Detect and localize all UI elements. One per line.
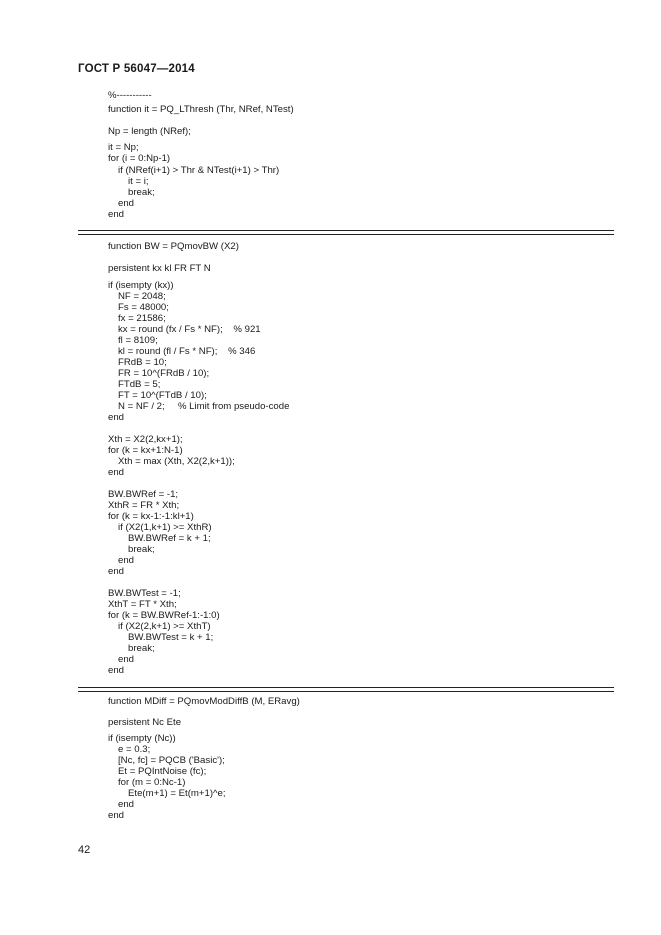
code-line: Xth = X2(2,kx+1); — [108, 434, 183, 445]
code-line: kl = round (fl / Fs * NF); % 346 — [118, 346, 256, 357]
code-line: break; — [128, 544, 155, 555]
code-line: e = 0.3; — [118, 744, 151, 755]
code-line: for (i = 0:Np-1) — [108, 153, 171, 164]
code-line: XthR = FR * Xth; — [108, 500, 180, 511]
code-line: function it = PQ_LThresh (Thr, NRef, NTest) — [108, 104, 294, 115]
code-line: for (k = kx-1:-1:kl+1) — [108, 511, 194, 522]
code-line: persistent kx kl FR FT N — [108, 263, 211, 274]
code-line: end — [118, 654, 135, 665]
code-line: FR = 10^(FRdB / 10); — [118, 368, 210, 379]
code-line: NF = 2048; — [118, 291, 166, 302]
code-line: end — [108, 467, 125, 478]
code-line: BW.BWTest = k + 1; — [128, 632, 214, 643]
code-line: break; — [128, 187, 155, 198]
code-line: end — [108, 810, 125, 821]
code-line: for (m = 0:Nc-1) — [118, 777, 186, 788]
code-line: XthT = FT * Xth; — [108, 599, 177, 610]
code-line: Fs = 48000; — [118, 302, 169, 313]
code-line: BW.BWRef = k + 1; — [128, 533, 211, 544]
code-line: N = NF / 2; % Limit from pseudo-code — [118, 401, 290, 412]
code-line: if (X2(2,k+1) >= XthT) — [118, 621, 211, 632]
code-line: end — [118, 555, 135, 566]
code-line: Et = PQIntNoise (fc); — [118, 766, 207, 777]
code-line: fx = 21586; — [118, 313, 166, 324]
section-divider — [78, 230, 614, 231]
code-line: fl = 8109; — [118, 335, 158, 346]
code-line: BW.BWRef = -1; — [108, 489, 179, 500]
code-line: if (isempty (kx)) — [108, 280, 174, 291]
code-line: end — [118, 198, 135, 209]
code-line: function BW = PQmovBW (X2) — [108, 241, 239, 252]
code-line: if (isempty (Nc)) — [108, 733, 176, 744]
code-line: [Nc, fc] = PQCB ('Basic'); — [118, 755, 225, 766]
code-line: %----------- — [108, 90, 152, 101]
code-line: if (NRef(i+1) > Thr & NTest(i+1) > Thr) — [118, 165, 280, 176]
code-line: end — [118, 799, 135, 810]
section-divider — [78, 687, 614, 688]
code-line: persistent Nc Ete — [108, 717, 182, 728]
code-line: BW.BWTest = -1; — [108, 588, 181, 599]
code-line: FRdB = 10; — [118, 357, 167, 368]
document-header: ГОСТ Р 56047—2014 — [78, 63, 195, 75]
code-line: end — [108, 665, 125, 676]
code-line: Xth = max (Xth, X2(2,k+1)); — [118, 456, 235, 467]
code-line: end — [108, 566, 125, 577]
code-line: kx = round (fx / Fs * NF); % 921 — [118, 324, 261, 335]
code-line: Ete(m+1) = Et(m+1)^e; — [128, 788, 226, 799]
code-line: it = Np; — [108, 142, 139, 153]
code-line: end — [108, 209, 125, 220]
code-line: FTdB = 5; — [118, 379, 161, 390]
code-line: for (k = BW.BWRef-1:-1:0) — [108, 610, 220, 621]
section-divider — [78, 234, 614, 235]
code-line: if (X2(1,k+1) >= XthR) — [118, 522, 212, 533]
code-line: FT = 10^(FTdB / 10); — [118, 390, 207, 401]
code-line: break; — [128, 643, 155, 654]
code-line: Np = length (NRef); — [108, 126, 191, 137]
code-line: it = i; — [128, 176, 149, 187]
code-line: for (k = kx+1:N-1) — [108, 445, 183, 456]
code-line: function MDiff = PQmovModDiffB (M, ERavg) — [108, 696, 300, 707]
code-line: end — [108, 412, 125, 423]
section-divider — [78, 691, 614, 692]
page-number: 42 — [78, 844, 91, 856]
